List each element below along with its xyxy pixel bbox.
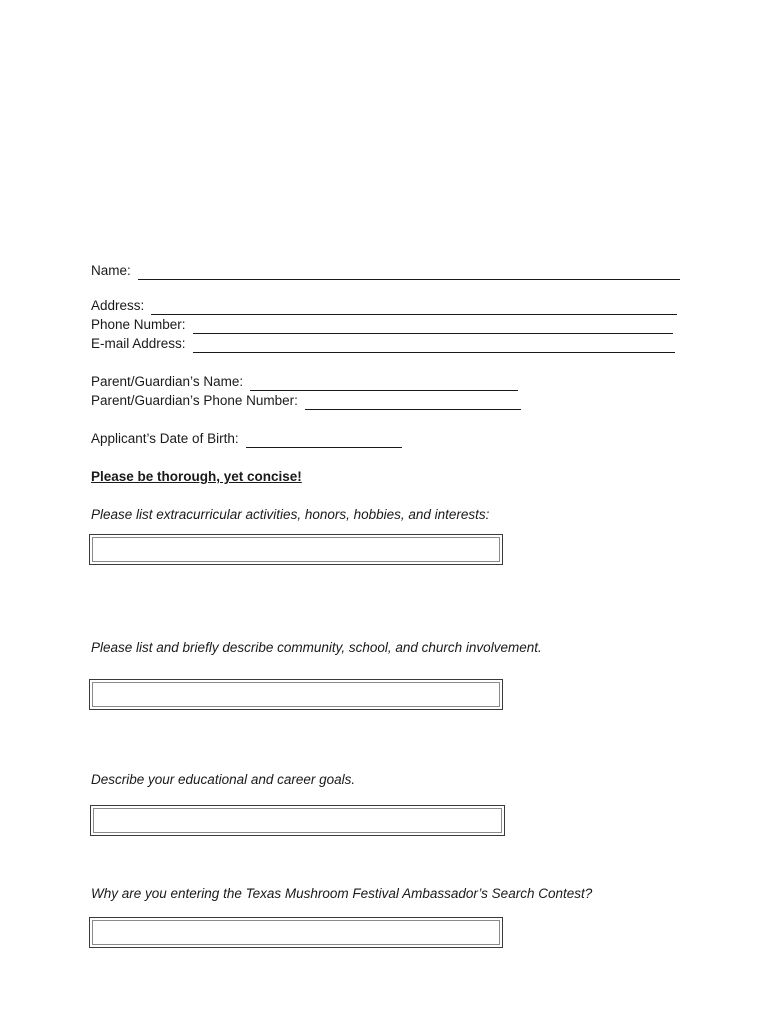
phone-label: Phone Number:: [91, 317, 186, 332]
guardian-name-field[interactable]: [250, 376, 518, 391]
guardian-phone-field[interactable]: [305, 395, 521, 410]
question-2-prompt: Please list and briefly describe community, school, and church involvement.: [91, 640, 542, 655]
address-field[interactable]: [151, 300, 677, 315]
question-4-answer-box[interactable]: [89, 917, 503, 948]
email-field[interactable]: [193, 338, 675, 353]
name-label: Name:: [91, 263, 131, 278]
question-3-answer-box[interactable]: [90, 805, 505, 836]
dob-row: [91, 430, 402, 448]
question-1-prompt: Please list extracurricular activities, honors, hobbies, and interests:: [91, 507, 490, 522]
dob-label: Applicant’s Date of Birth:: [91, 431, 239, 446]
name-field[interactable]: [138, 265, 680, 280]
address-label: Address:: [91, 298, 145, 313]
email-label: E-mail Address:: [91, 336, 186, 351]
dob-field[interactable]: [246, 433, 402, 448]
question-2-answer-box[interactable]: [89, 679, 503, 710]
name-row: [91, 262, 680, 280]
guardian-phone-row: [91, 392, 521, 410]
question-4-prompt: Why are you entering the Texas Mushroom Festival Ambassador’s Search Contest?: [91, 886, 593, 901]
guardian-name-row: [91, 373, 518, 391]
question-3-prompt: Describe your educational and career goals.: [91, 772, 356, 787]
phone-field[interactable]: [193, 319, 673, 334]
instructions-heading: Please be thorough, yet concise!: [91, 469, 302, 484]
email-row: [91, 335, 675, 353]
address-row: [91, 297, 677, 315]
guardian-phone-label: Parent/Guardian’s Phone Number:: [91, 393, 298, 408]
guardian-name-label: Parent/Guardian’s Name:: [91, 374, 244, 389]
phone-row: [91, 316, 673, 334]
question-1-answer-box[interactable]: [89, 534, 503, 565]
